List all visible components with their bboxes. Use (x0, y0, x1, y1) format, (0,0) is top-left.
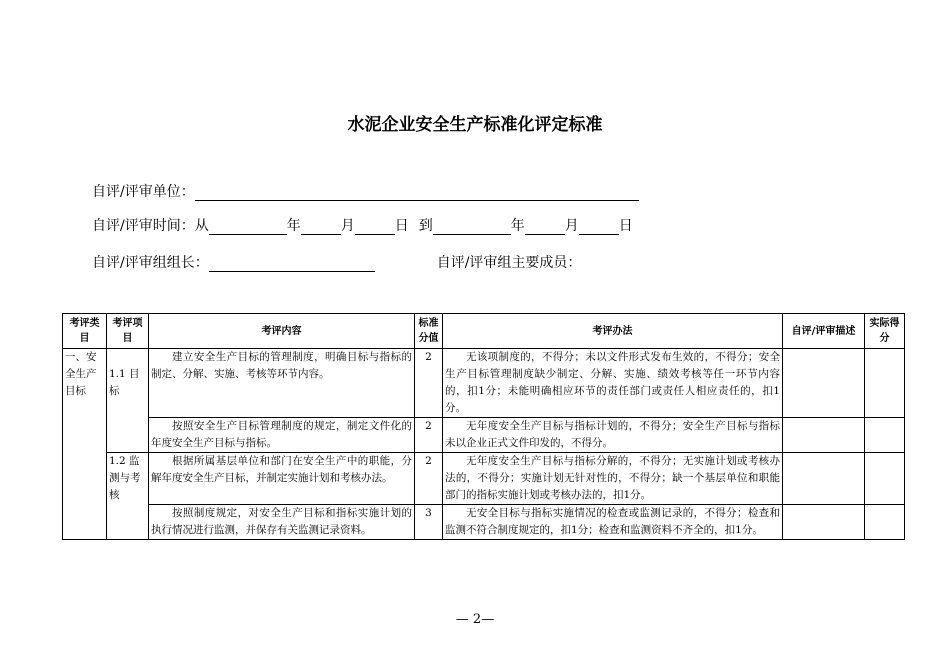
leader-blank[interactable] (209, 255, 375, 272)
actual-score-cell[interactable] (865, 418, 905, 453)
self-eval-cell[interactable] (783, 418, 865, 453)
end-day-blank[interactable] (579, 218, 619, 235)
category-cell: 一、安全生产目标 (63, 349, 107, 540)
time-label: 自评/评审时间：从 (92, 218, 209, 234)
content-cell: 根据所属基层单位和部门在安全生产中的职能，分解年度安全生产目标，并制定实施计划和考核办法。 (149, 453, 415, 505)
content-cell: 建立安全生产目标的管理制度，明确目标与指标的制定、分解、实施、考核等环节内容。 (149, 349, 415, 418)
self-eval-cell[interactable] (783, 349, 865, 418)
page-number: — 2— (455, 612, 495, 627)
score-cell: 2 (415, 418, 443, 453)
item-cell: 1.2 监测与考核 (107, 453, 149, 540)
end-month-label: 月 (564, 218, 579, 234)
start-day-label: 日 (394, 218, 409, 234)
content-cell: 按照安全生产目标管理制度的规定，制定文件化的年度安全生产目标与指标。 (149, 418, 415, 453)
leader-line (92, 252, 581, 272)
start-month-label: 月 (340, 218, 355, 234)
evaluation-table (62, 313, 905, 540)
method-cell: 无年度安全生产目标与指标计划的，不得分；安全生产目标与指标未以企业正式文件印发的，不得分。 (443, 418, 783, 453)
score-cell: 2 (415, 349, 443, 418)
score-cell: 2 (415, 453, 443, 505)
method-cell: 无该项制度的，不得分；未以文件形式发布生效的，不得分；安全生产目标管理制度缺少制定、分解、实施、绩效考核等任一环节内容的，扣1分；未能明确相应环节的责任部门或责任人相应责任的，扣1分。 (443, 349, 783, 418)
actual-score-cell[interactable] (865, 505, 905, 540)
table-row (63, 453, 905, 505)
unit-blank[interactable] (195, 184, 639, 201)
actual-score-cell[interactable] (865, 349, 905, 418)
header-category: 考评类目 (63, 314, 107, 349)
start-year-label: 年 (286, 218, 301, 234)
start-month-blank[interactable] (301, 218, 341, 235)
method-cell: 无年度安全生产目标与指标分解的，不得分；无实施计划或考核办法的，不得分；实施计划无针对性的，不得分；缺一个基层单位和职能部门的指标实施计划或考核办法的，扣1分。 (443, 453, 783, 505)
end-month-blank[interactable] (525, 218, 565, 235)
leader-label: 自评/评审组组长： (92, 255, 209, 271)
header-score: 标准分值 (415, 314, 443, 349)
header-method: 考评办法 (443, 314, 783, 349)
start-day-blank[interactable] (355, 218, 395, 235)
to-label: 到 (418, 218, 433, 234)
table-row (63, 418, 905, 453)
unit-line (92, 181, 639, 201)
content-cell: 按照制度规定，对安全生产目标和指标实施计划的执行情况进行监测，并保存有关监测记录资料。 (149, 505, 415, 540)
header-row (63, 314, 905, 349)
end-year-label: 年 (510, 218, 525, 234)
document-title: 水泥企业安全生产标准化评定标准 (347, 115, 603, 135)
actual-score-cell[interactable] (865, 453, 905, 505)
item-cell (107, 349, 149, 453)
score-cell: 3 (415, 505, 443, 540)
header-actual: 实际得分 (865, 314, 905, 349)
table-row (63, 505, 905, 540)
start-year-blank[interactable] (209, 218, 287, 235)
item-label: 1.1 目标 (109, 368, 140, 397)
self-eval-cell[interactable] (783, 453, 865, 505)
method-cell: 无安全目标与指标实施情况的检查或监测记录的，不得分；检查和监测不符合制度规定的，扣1分；检查和监测资料不齐全的，扣1分。 (443, 505, 783, 540)
table-row (63, 349, 905, 418)
self-eval-cell[interactable] (783, 505, 865, 540)
header-self-eval: 自评/评审描述 (783, 314, 865, 349)
header-item: 考评项目 (107, 314, 149, 349)
members-label: 自评/评审组主要成员： (436, 255, 582, 271)
time-line (92, 215, 633, 235)
header-content: 考评内容 (149, 314, 415, 349)
end-day-label: 日 (618, 218, 633, 234)
end-year-blank[interactable] (433, 218, 511, 235)
unit-label: 自评/评审单位： (92, 184, 195, 200)
